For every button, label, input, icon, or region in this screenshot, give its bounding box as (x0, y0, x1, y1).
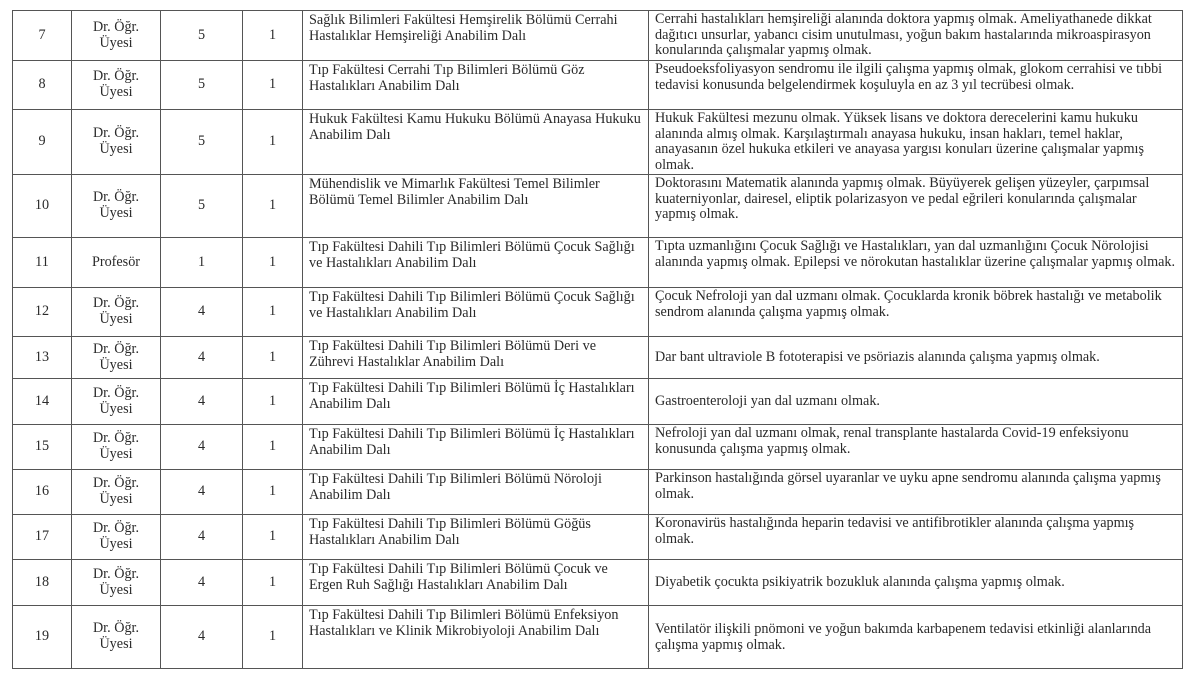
grade-level (161, 110, 243, 175)
requirement-text: Cerrahi hastalıkları hemşireliği alanında doktora yapmış olmak. Ameliyathanede dikkat dağıtıcı unsurlar, yabancı cisim unutulması, yoğun bakım hastalarında mikroaspirasyon konularında çalışmalar yapmış olmak. (655, 11, 1152, 59)
no-text: 9 (38, 133, 46, 150)
title-line2-text: Üyesi (99, 400, 133, 417)
no-text: 15 (34, 438, 50, 455)
requirements (649, 560, 1183, 606)
position-count (243, 470, 303, 515)
count-text: 1 (268, 253, 277, 270)
position-count (243, 11, 303, 61)
title-line1-text: Dr. Öğr. (92, 125, 140, 142)
unit-text: Tıp Fakültesi Dahili Tıp Bilimleri Bölümü Çocuk Sağlığı ve Hastalıkları Anabilim Dalı (309, 289, 635, 321)
row-number (13, 337, 72, 379)
table-row (13, 379, 1183, 425)
row-number (13, 425, 72, 470)
requirement-text: Gastroenteroloji yan dal uzmanı olmak. (655, 393, 880, 410)
title-line2-text: Üyesi (99, 581, 133, 598)
title-line2-text: Üyesi (99, 356, 133, 373)
academic-title (72, 379, 161, 425)
row-number (13, 110, 72, 175)
grade-text: 4 (197, 348, 206, 365)
row-number (13, 470, 72, 515)
title-line2-text: Üyesi (99, 311, 133, 327)
requirements (649, 175, 1183, 238)
position-count (243, 110, 303, 175)
grade-text: 4 (197, 303, 206, 320)
count-text: 1 (268, 573, 277, 590)
no-text: 13 (34, 348, 50, 365)
unit-text: Tıp Fakültesi Dahili Tıp Bilimleri Bölümü Göğüs Hastalıkları Anabilim Dalı (309, 516, 591, 548)
requirement-text: Doktorasını Matematik alanında yapmış olmak. Büyüyerek gelişen yüzeyler, çarpımsal kuaterniyonlar, dairesel, eliptik polarizasyon ve pedal eğrileri konularında çalışmalar yapmış olmak. (655, 175, 1150, 223)
academic-title (72, 560, 161, 606)
department-unit (303, 11, 649, 61)
no-text: 10 (34, 197, 50, 214)
row-number (13, 606, 72, 669)
grade-level (161, 11, 243, 61)
no-text: 7 (38, 26, 46, 43)
position-count (243, 560, 303, 606)
position-count (243, 379, 303, 425)
academic-title (72, 470, 161, 515)
requirements (649, 11, 1183, 61)
position-count (243, 175, 303, 238)
requirement-text: Tıpta uzmanlığını Çocuk Sağlığı ve Hastalıkları, yan dal uzmanlığını Çocuk Nörolojisi alanında yapmış olmak. Epilepsi ve nörokutan hastalıklar üzerine çalışmalar yapmış olmak. (655, 238, 1176, 270)
title-line2-text: Üyesi (99, 636, 133, 652)
academic-title (72, 425, 161, 470)
title-line2-text: Üyesi (99, 141, 133, 157)
title-line2-text: Üyesi (99, 536, 133, 552)
requirement-text: Hukuk Fakültesi mezunu olmak. Yüksek lisans ve doktora derecelerini kamu hukuku alanında almış olmak. Karşılaştırmalı anayasa hukuku, insan hakları, temel haklar, anayasanın özel hukuka etkileri ve anayasa yargısı konuları üzerine çalışmalar yapmış olmak. (655, 110, 1145, 173)
unit-text: Tıp Fakültesi Dahili Tıp Bilimleri Bölümü İç Hastalıkları Anabilim Dalı (309, 380, 635, 412)
table-row (13, 288, 1183, 337)
grade-text: 4 (197, 628, 206, 645)
count-text: 1 (268, 348, 277, 365)
count-text: 1 (268, 392, 277, 409)
table-row (13, 11, 1183, 61)
no-text: 17 (34, 528, 50, 545)
grade-text: 4 (197, 573, 206, 590)
department-unit (303, 606, 649, 669)
grade-text: 4 (197, 438, 206, 455)
grade-text: 1 (197, 253, 206, 270)
department-unit (303, 515, 649, 560)
no-text: 16 (34, 483, 50, 500)
table-row (13, 110, 1183, 175)
requirement-text: Koronavirüs hastalığında heparin tedavisi ve antifibrotikler alanında çalışma yapmış olmak. (655, 515, 1135, 547)
grade-text: 5 (197, 133, 206, 150)
title-line2-text: Üyesi (99, 205, 133, 221)
position-count (243, 515, 303, 560)
department-unit (303, 238, 649, 288)
grade-text: 4 (197, 392, 206, 409)
grade-level (161, 337, 243, 379)
title-line1-text: Dr. Öğr. (92, 295, 140, 312)
row-number (13, 515, 72, 560)
position-count (243, 606, 303, 669)
row-number (13, 238, 72, 288)
table-row (13, 238, 1183, 288)
grade-level (161, 175, 243, 238)
row-number (13, 560, 72, 606)
academic-positions-table (12, 10, 1183, 669)
title-line1-text: Dr. Öğr. (92, 565, 140, 582)
table-row (13, 337, 1183, 379)
count-text: 1 (268, 628, 277, 645)
academic-title (72, 238, 161, 288)
unit-text: Tıp Fakültesi Dahili Tıp Bilimleri Bölümü İç Hastalıkları Anabilim Dalı (309, 426, 635, 458)
count-text: 1 (268, 26, 277, 43)
table-body (13, 11, 1183, 669)
grade-text: 5 (197, 26, 206, 43)
unit-text: Mühendislik ve Mimarlık Fakültesi Temel Bilimler Bölümü Temel Bilimler Anabilim Dalı (309, 176, 600, 208)
scanned-document-page (12, 10, 1182, 669)
position-count (243, 238, 303, 288)
department-unit (303, 61, 649, 110)
row-number (13, 379, 72, 425)
grade-level (161, 515, 243, 560)
no-text: 8 (38, 76, 46, 93)
table-row (13, 560, 1183, 606)
grade-level (161, 606, 243, 669)
unit-text: Hukuk Fakültesi Kamu Hukuku Bölümü Anayasa Hukuku Anabilim Dalı (309, 111, 641, 143)
academic-title (72, 61, 161, 110)
position-count (243, 425, 303, 470)
department-unit (303, 337, 649, 379)
title-line1-text: Dr. Öğr. (92, 189, 140, 206)
requirement-text: Pseudoeksfoliyasyon sendromu ile ilgili çalışma yapmış olmak, glokom cerrahisi ve tıbbi tedavisi konusunda belgelendirmek koşuluyla en az 3 yıl tecrübesi olmak. (655, 61, 1163, 93)
requirements (649, 238, 1183, 288)
title-line1-text: Dr. Öğr. (92, 475, 140, 492)
no-text: 12 (34, 303, 50, 320)
department-unit (303, 425, 649, 470)
requirements (649, 470, 1183, 515)
unit-text: Tıp Fakültesi Dahili Tıp Bilimleri Bölümü Deri ve Zührevi Hastalıklar Anabilim Dalı (309, 338, 597, 370)
title-line1-text: Dr. Öğr. (92, 520, 140, 537)
department-unit (303, 560, 649, 606)
row-number (13, 288, 72, 337)
academic-title (72, 606, 161, 669)
academic-title (72, 515, 161, 560)
grade-text: 4 (197, 483, 206, 500)
count-text: 1 (268, 528, 277, 545)
grade-level (161, 238, 243, 288)
department-unit (303, 379, 649, 425)
title-line2-text: Üyesi (99, 491, 133, 507)
table-row (13, 425, 1183, 470)
academic-title (72, 337, 161, 379)
academic-title (72, 11, 161, 61)
row-number (13, 175, 72, 238)
position-count (243, 337, 303, 379)
count-text: 1 (268, 303, 277, 320)
count-text: 1 (268, 76, 277, 93)
grade-level (161, 470, 243, 515)
table-row (13, 515, 1183, 560)
title-line1-text: Profesör (91, 253, 141, 270)
unit-text: Tıp Fakültesi Dahili Tıp Bilimleri Bölümü Enfeksiyon Hastalıkları ve Klinik Mikrobiyoloji Anabilim Dalı (309, 607, 619, 639)
requirement-text: Ventilatör ilişkili pnömoni ve yoğun bakımda karbapenem tedavisi etkinliği alanlarında çalışma yapmış olmak. (655, 620, 1152, 653)
requirements (649, 110, 1183, 175)
grade-level (161, 61, 243, 110)
requirements (649, 425, 1183, 470)
requirement-text: Çocuk Nefroloji yan dal uzmanı olmak. Çocuklarda kronik böbrek hastalığı ve metabolik sendrom alanında çalışma yapmış olmak. (655, 288, 1162, 320)
requirements (649, 379, 1183, 425)
requirement-text: Diyabetik çocukta psikiyatrik bozukluk alanında çalışma yapmış olmak. (655, 574, 1065, 591)
academic-title (72, 288, 161, 337)
grade-text: 4 (197, 528, 206, 545)
table-row (13, 61, 1183, 110)
title-line2-text: Üyesi (99, 34, 133, 51)
requirement-text: Dar bant ultraviole B fototerapisi ve psöriazis alanında çalışma yapmış olmak. (655, 349, 1100, 366)
title-line1-text: Dr. Öğr. (92, 18, 140, 35)
title-line1-text: Dr. Öğr. (92, 68, 140, 85)
table-row (13, 470, 1183, 515)
grade-level (161, 560, 243, 606)
table-row (13, 606, 1183, 669)
grade-level (161, 425, 243, 470)
requirement-text: Parkinson hastalığında görsel uyaranlar ve uyku apne sendromu alanında çalışma yapmış olmak. (655, 470, 1161, 502)
department-unit (303, 470, 649, 515)
no-text: 14 (34, 392, 50, 409)
title-line1-text: Dr. Öğr. (92, 430, 140, 447)
title-line2-text: Üyesi (99, 84, 133, 100)
count-text: 1 (268, 133, 277, 150)
unit-text: Tıp Fakültesi Dahili Tıp Bilimleri Bölümü Nöroloji Anabilim Dalı (309, 471, 602, 503)
position-count (243, 288, 303, 337)
grade-text: 5 (197, 197, 206, 214)
grade-level (161, 379, 243, 425)
requirements (649, 606, 1183, 669)
academic-title (72, 175, 161, 238)
grade-level (161, 288, 243, 337)
requirement-text: Nefroloji yan dal uzmanı olmak, renal transplante hastalarda Covid-19 enfeksiyonu konusunda çalışma yapmış olmak. (655, 425, 1129, 457)
requirements (649, 337, 1183, 379)
department-unit (303, 175, 649, 238)
title-line1-text: Dr. Öğr. (92, 620, 140, 637)
unit-text: Tıp Fakültesi Dahili Tıp Bilimleri Bölümü Çocuk Sağlığı ve Hastalıkları Anabilim Dalı (309, 239, 635, 271)
row-number (13, 11, 72, 61)
requirements (649, 61, 1183, 110)
count-text: 1 (268, 438, 277, 455)
no-text: 18 (34, 573, 50, 590)
table-row (13, 175, 1183, 238)
title-line1-text: Dr. Öğr. (92, 340, 140, 357)
unit-text: Tıp Fakültesi Dahili Tıp Bilimleri Bölümü Çocuk ve Ergen Ruh Sağlığı Hastalıkları Anabilim Dalı (309, 561, 608, 593)
no-text: 19 (34, 628, 50, 645)
unit-text: Sağlık Bilimleri Fakültesi Hemşirelik Bölümü Cerrahi Hastalıklar Hemşireliği Anabilim Dalı (309, 12, 618, 44)
requirements (649, 515, 1183, 560)
department-unit (303, 288, 649, 337)
row-number (13, 61, 72, 110)
count-text: 1 (268, 197, 277, 214)
grade-text: 5 (197, 76, 206, 93)
no-text: 11 (35, 253, 49, 270)
title-line2-text: Üyesi (99, 446, 133, 462)
department-unit (303, 110, 649, 175)
unit-text: Tıp Fakültesi Cerrahi Tıp Bilimleri Bölümü Göz Hastalıkları Anabilim Dalı (309, 62, 585, 94)
academic-title (72, 110, 161, 175)
count-text: 1 (268, 483, 277, 500)
title-line1-text: Dr. Öğr. (92, 384, 140, 401)
position-count (243, 61, 303, 110)
requirements (649, 288, 1183, 337)
